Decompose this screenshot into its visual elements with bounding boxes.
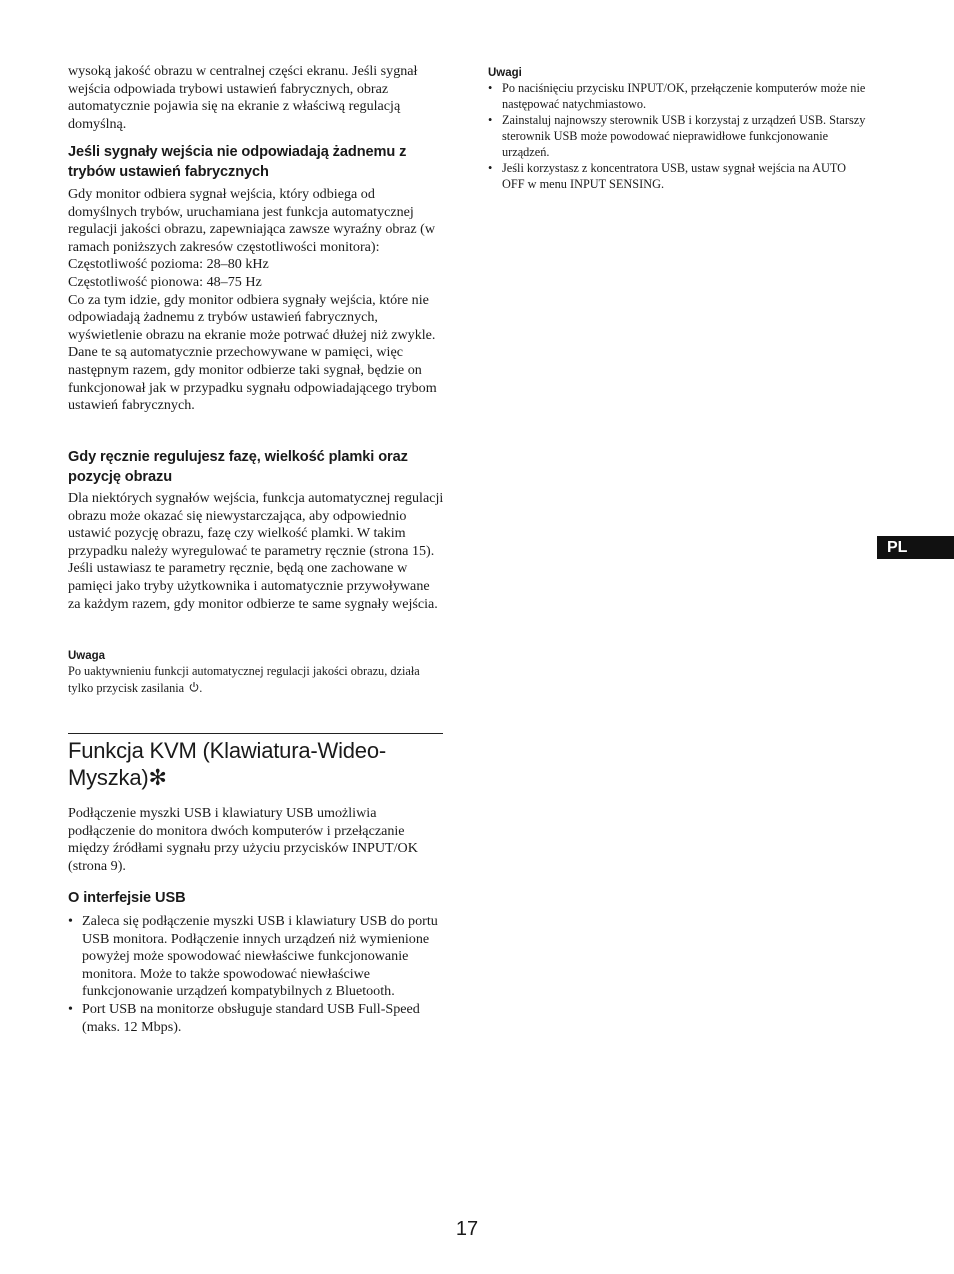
note-heading: Uwaga [68, 650, 106, 662]
asterisk-icon: ✻ [148, 764, 167, 790]
list-item: • Zainstaluj najnowszy sterownik USB i korzystaj z urządzeń USB. Starszy sterownik USB może powodować nieprawidłowe funkcjonowanie urządzeń. [488, 112, 868, 160]
paragraph-manual-adjust: Dla niektórych sygnałów wejścia, funkcja automatycznej regulacji obrazu może okazać się niewystarczająca, aby odpowiednio ustawić pozycję obrazu, fazę czy wielkość plamki. W takim przypadku należy wyregulować te parametry ręcznie (strona 15). Jeśli ustawiasz te parametry ręcznie, będą one zachowane w pamięci jako tryby użytkownika i automatycznie przywoływane za każdym razem, gdy monitor odbierze te same sygnały wejścia. [68, 490, 444, 612]
page-number: 17 [455, 1218, 479, 1240]
auto-adjust-continuation: Co za tym idzie, gdy monitor odbiera sygnały wejścia, które nie odpowiadają żadnemu z trybów ustawień fabrycznych, wyświetlenie obrazu na ekranie może potrwać dłużej niż zwykle. Dane te są automatycznie przechowywane w pamięci, więc następnym razem, gdy monitor odbierze taki sygnał, będzie on funkcjonował jak w przypadku sygnału odpowiadającego trybom ustawień fabrycznych. [68, 291, 437, 414]
power-icon [189, 681, 199, 693]
note-paragraph [68, 663, 444, 696]
notes-heading: Uwagi [488, 67, 522, 79]
section-divider [68, 733, 443, 734]
vertical-frequency: Częstotliwość pionowa: 48–75 Hz [68, 273, 262, 290]
section-title-kvm [68, 738, 444, 791]
usb-bullet-list [68, 913, 444, 1036]
notes-bullet-list [488, 80, 868, 192]
auto-adjust-text: Gdy monitor odbiera sygnał wejścia, który odbiega od domyślnych trybów, uruchamiana jest funkcja automatycznej regulacji jakości obrazu, zapewniająca zawsze wyraźny obraz (w ramach poniższych zakresów częstotliwości monitora): [68, 186, 436, 255]
paragraph-auto-adjust [68, 186, 444, 415]
list-item: • Port USB na monitorze obsługuje standard USB Full-Speed (maks. 12 Mbps). [68, 1001, 444, 1036]
list-item: • Zaleca się podłączenie myszki USB i klawiatury USB do portu USB monitora. Podłączenie innych urządzeń niż wymienione powyżej może spowodować niewłaściwe funkcjonowanie monitora. Może to także spowodować niewłaściwe funkcjonowanie urządzeń kompatybilnych z Bluetooth. [68, 913, 444, 1001]
list-item: • Po naciśnięciu przycisku INPUT/OK, przełączenie komputerów może nie następować natychmiastowo. [488, 80, 868, 112]
heading-nonstandard-signals: Jeśli sygnały wejścia nie odpowiadają żadnemu z trybów ustawień fabrycznych [68, 144, 407, 180]
note-text: Po uaktywnieniu funkcji automatycznej regulacji jakości obrazu, działa tylko przycisk zasilania [68, 664, 420, 695]
intro-paragraph: wysoką jakość obrazu w centralnej części ekranu. Jeśli sygnał wejścia odpowiada trybowi ustawień fabrycznych, obraz automatycznie pojawia się na ekranie z właściwą regulacją domyślną. [68, 63, 418, 132]
note-end: . [199, 680, 203, 695]
language-tab: PL [877, 536, 954, 559]
paragraph-kvm: Podłączenie myszki USB i klawiatury USB umożliwia podłączenie do monitora dwóch komputerów i przełączanie między źródłami sygnału przy użyciu przycisków INPUT/OK (strona 9). [68, 805, 418, 874]
heading-manual-adjust: Gdy ręcznie regulujesz fazę, wielkość plamki oraz pozycję obrazu [68, 449, 408, 485]
horizontal-frequency: Częstotliwość pozioma: 28–80 kHz [68, 256, 269, 273]
kvm-title-text: Funkcja KVM (Klawiatura-Wideo-Myszka) [68, 738, 386, 790]
heading-usb-interface: O interfejsie USB [68, 890, 186, 906]
list-item: • Jeśli korzystasz z koncentratora USB, ustaw sygnał wejścia na AUTO OFF w menu INPUT SENSING. [488, 160, 868, 192]
